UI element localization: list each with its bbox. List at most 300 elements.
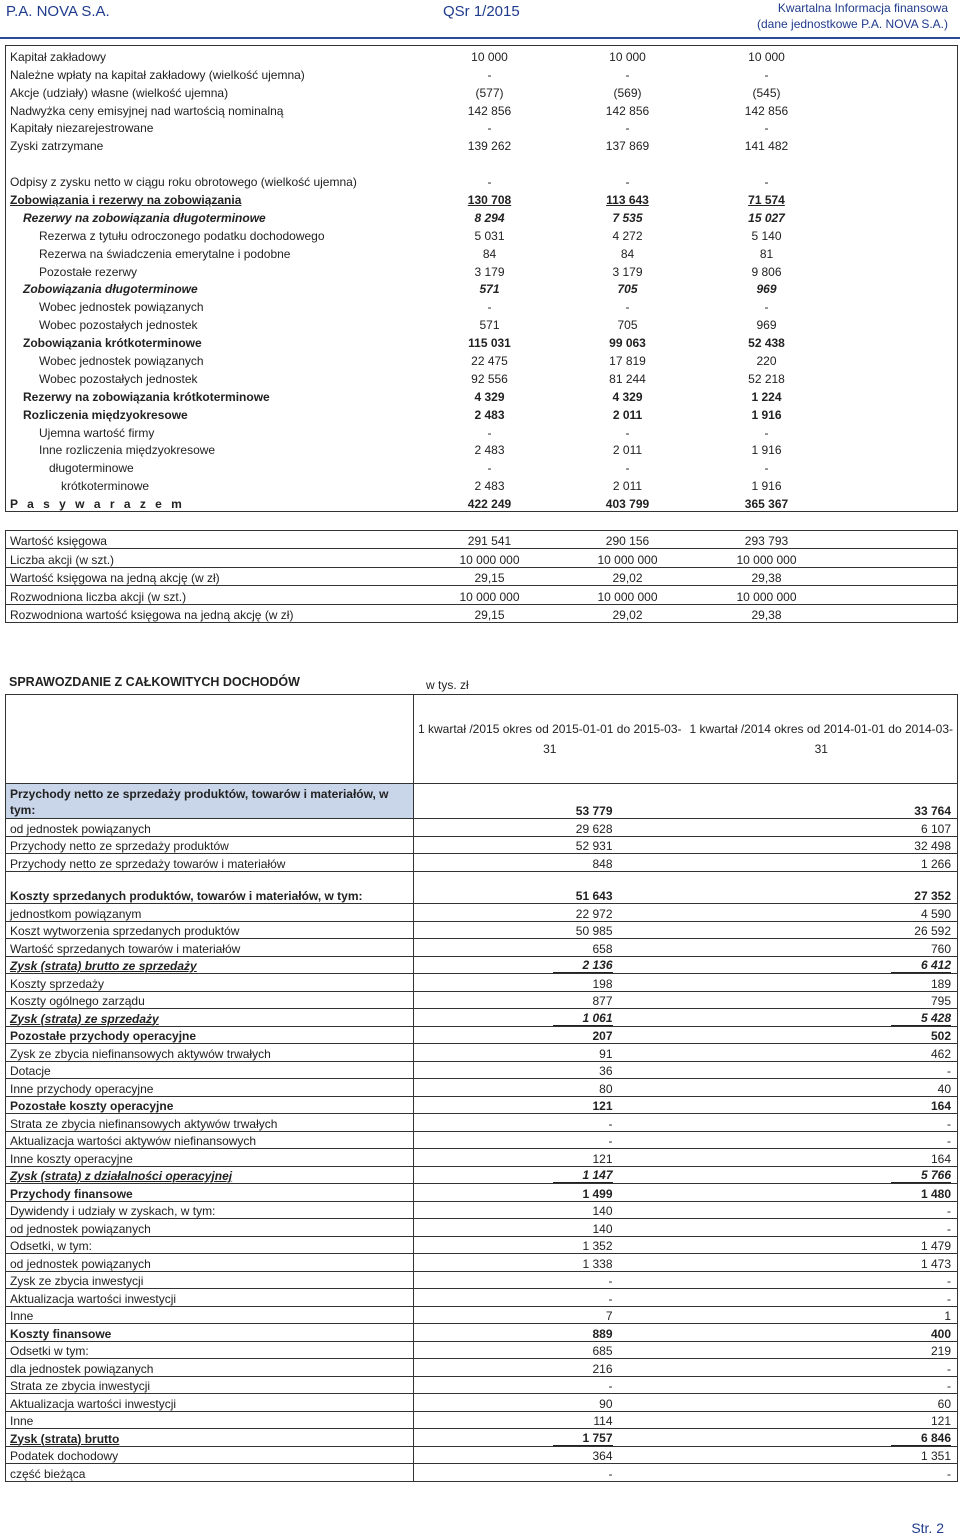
balance-value: 1 916 — [751, 443, 782, 458]
balance-row — [6, 243, 958, 261]
income-row — [6, 1201, 958, 1219]
balance-empty-cell — [837, 368, 958, 386]
value-2014: - — [686, 1219, 958, 1237]
balance-label: długoterminowe — [49, 461, 134, 476]
balance-label: Zobowiązania krótkoterminowe — [23, 336, 202, 351]
balance-value: 4 329 — [474, 389, 505, 404]
value-2015: 848 — [414, 854, 686, 872]
balance-label: Kapitały niezarejestrowane — [10, 121, 154, 136]
balance-row — [6, 422, 958, 440]
income-row — [6, 1079, 958, 1097]
balance-label: Wobec jednostek powiązanych — [39, 300, 204, 315]
balance-label: Ujemna wartość firmy — [39, 425, 155, 440]
balance-value: 142 856 — [467, 103, 512, 118]
balance-empty-cell — [837, 279, 958, 297]
col-2014-header: 1 kwartał /2014 okres od 2014-01-01 do 2014-03-31 — [686, 695, 958, 784]
income-row — [6, 819, 958, 837]
value-2015: - — [414, 1376, 686, 1394]
balance-value: 365 367 — [744, 497, 789, 512]
balance-empty-cell — [837, 118, 958, 136]
balance-value: (545) — [752, 85, 781, 100]
value-2014: 795 — [686, 991, 958, 1009]
balance-value: 137 869 — [605, 139, 650, 154]
income-row — [6, 1131, 958, 1149]
income-row — [6, 1044, 958, 1062]
income-row — [6, 1184, 958, 1202]
balance-row — [6, 493, 958, 511]
income-row — [6, 1324, 958, 1342]
balance-label: Rezerwa na świadczenia emerytalne i podobne — [39, 246, 291, 261]
underlined-value: 1 147 — [553, 1169, 613, 1183]
balance-row — [6, 207, 958, 225]
report-code: QSr 1/2015 — [443, 3, 520, 20]
income-row — [6, 1096, 958, 1114]
balance-row — [6, 171, 958, 189]
header-rule — [0, 37, 960, 39]
book-value-empty-cell — [837, 531, 958, 549]
balance-row — [6, 332, 958, 350]
balance-value: - — [764, 425, 769, 440]
income-row — [6, 1271, 958, 1289]
balance-label: Odpisy z zysku netto w ciągu roku obrotowego (wielkość ujemna) — [10, 175, 357, 190]
income-header-row — [6, 695, 958, 784]
income-row — [6, 1061, 958, 1079]
book-value-label: Rozwodniona liczba akcji (w szt.) — [6, 586, 421, 604]
income-label: Koszty ogólnego zarządu — [6, 991, 414, 1009]
balance-empty-cell — [837, 225, 958, 243]
balance-row — [6, 475, 958, 493]
balance-value: 10 000 — [748, 49, 785, 64]
spacer-cell — [686, 871, 958, 887]
value-2014: 502 — [686, 1026, 958, 1044]
balance-row — [6, 100, 958, 118]
value-2014: - — [686, 1464, 958, 1482]
book-value-row — [6, 531, 958, 549]
value-2015: 877 — [414, 991, 686, 1009]
income-label: Inne — [6, 1411, 414, 1429]
value-2014: 1 266 — [686, 854, 958, 872]
balance-value — [559, 153, 697, 171]
balance-value: - — [625, 67, 630, 82]
book-value-label: Liczba akcji (w szt.) — [6, 549, 421, 567]
book-value-empty-cell — [837, 604, 958, 622]
income-row — [6, 1376, 958, 1394]
value-2015: 29 628 — [414, 819, 686, 837]
balance-value: 142 856 — [605, 103, 650, 118]
balance-value: 4 272 — [612, 228, 643, 243]
income-row — [6, 854, 958, 872]
book-value-empty-cell — [837, 586, 958, 604]
balance-value: - — [487, 425, 492, 440]
income-label: Pozostałe koszty operacyjne — [6, 1096, 414, 1114]
balance-value: 3 179 — [612, 264, 643, 279]
balance-value: - — [625, 425, 630, 440]
value-2014: 1 479 — [686, 1236, 958, 1254]
balance-value: 142 856 — [744, 103, 789, 118]
value-2015: 22 972 — [414, 904, 686, 922]
balance-value: 81 244 — [609, 371, 646, 386]
balance-empty-cell — [837, 171, 958, 189]
balance-empty-cell — [837, 350, 958, 368]
value-2014: 400 — [686, 1324, 958, 1342]
balance-row — [6, 368, 958, 386]
balance-row — [6, 404, 958, 422]
book-value-value: 29,15 — [421, 604, 559, 622]
value-2014: 760 — [686, 939, 958, 957]
balance-row — [6, 46, 958, 64]
value-2014: 164 — [686, 1096, 958, 1114]
income-statement-title: SPRAWOZDANIE Z CAŁKOWITYCH DOCHODÓW — [9, 675, 300, 689]
balance-value: 99 063 — [609, 336, 646, 351]
balance-value: - — [764, 175, 769, 190]
page-header — [0, 0, 960, 40]
balance-value: 3 179 — [474, 264, 505, 279]
income-row — [6, 1359, 958, 1377]
income-label: Aktualizacja wartości inwestycji — [6, 1289, 414, 1307]
balance-value: - — [764, 300, 769, 315]
balance-label: Akcje (udziały) własne (wielkość ujemna) — [10, 85, 229, 100]
balance-row — [6, 279, 958, 297]
balance-value: 15 027 — [748, 210, 785, 225]
balance-value: 5 140 — [751, 228, 782, 243]
value-2014 — [686, 1429, 958, 1447]
balance-value: - — [764, 121, 769, 136]
balance-value: 8 294 — [474, 210, 505, 225]
value-2014: - — [686, 1131, 958, 1149]
value-2015: 364 — [414, 1446, 686, 1464]
income-label: Koszty finansowe — [6, 1324, 414, 1342]
balance-value: 130 708 — [467, 193, 512, 208]
balance-empty-cell — [837, 493, 958, 511]
value-2015: - — [414, 1131, 686, 1149]
income-label: Przychody finansowe — [6, 1184, 414, 1202]
value-2015 — [414, 1009, 686, 1027]
value-2015: 121 — [414, 1096, 686, 1114]
value-2015: 90 — [414, 1394, 686, 1412]
income-row — [6, 921, 958, 939]
income-label: Odsetki, w tym: — [6, 1236, 414, 1254]
header-blank — [6, 695, 414, 784]
value-2014: 33 764 — [686, 784, 958, 819]
book-value-value: 10 000 000 — [559, 549, 697, 567]
balance-label: Wobec pozostałych jednostek — [39, 371, 198, 386]
book-value-value: 29,02 — [559, 604, 697, 622]
income-label: Aktualizacja wartości inwestycji — [6, 1394, 414, 1412]
company-name: P.A. NOVA S.A. — [6, 3, 110, 20]
balance-value: - — [625, 121, 630, 136]
income-row — [6, 1166, 958, 1184]
book-value-value: 290 156 — [559, 531, 697, 549]
balance-value: 5 031 — [474, 228, 505, 243]
balance-row — [6, 153, 958, 171]
book-value-value: 10 000 000 — [697, 586, 837, 604]
value-2014: 1 480 — [686, 1184, 958, 1202]
income-row — [6, 1429, 958, 1447]
balance-value: 571 — [479, 318, 500, 333]
balance-empty-cell — [837, 422, 958, 440]
balance-empty-cell — [837, 189, 958, 207]
balance-value: 2 011 — [612, 407, 643, 422]
balance-value: 2 011 — [612, 443, 643, 458]
income-row — [6, 1254, 958, 1272]
balance-sheet-table — [5, 45, 958, 512]
balance-value: 17 819 — [609, 354, 646, 369]
value-2014: 32 498 — [686, 836, 958, 854]
value-2014: - — [686, 1201, 958, 1219]
income-row — [6, 784, 958, 819]
book-value-label: Rozwodniona wartość księgowa na jedną akcję (w zł) — [6, 604, 421, 622]
book-value-row — [6, 604, 958, 622]
value-2014: 189 — [686, 974, 958, 992]
balance-value: 84 — [482, 246, 497, 261]
balance-value: 1 224 — [751, 389, 782, 404]
balance-value: 52 218 — [748, 371, 785, 386]
book-value-empty-cell — [837, 567, 958, 585]
balance-label: Pozostałe rezerwy — [39, 264, 138, 279]
unit-label: w tys. zł — [426, 678, 469, 692]
value-2015: 80 — [414, 1079, 686, 1097]
value-2014: - — [686, 1289, 958, 1307]
balance-value: - — [764, 67, 769, 82]
income-label: Zysk (strata) brutto — [6, 1429, 414, 1447]
balance-empty-cell — [837, 440, 958, 458]
underlined-value: 6 412 — [891, 959, 951, 973]
value-2014: - — [686, 1271, 958, 1289]
income-row — [6, 1219, 958, 1237]
balance-row — [6, 350, 958, 368]
income-row — [6, 1306, 958, 1324]
income-row — [6, 1149, 958, 1167]
income-label: Aktualizacja wartości aktywów niefinansowych — [6, 1131, 414, 1149]
book-value-value: 29,02 — [559, 567, 697, 585]
income-label: Pozostałe przychody operacyjne — [6, 1026, 414, 1044]
income-label: Zysk ze zbycia niefinansowych aktywów trwałych — [6, 1044, 414, 1062]
value-2015: 91 — [414, 1044, 686, 1062]
value-2015: 50 985 — [414, 921, 686, 939]
income-label: Dotacje — [6, 1061, 414, 1079]
income-label: od jednostek powiązanych — [6, 1219, 414, 1237]
balance-empty-cell — [837, 404, 958, 422]
income-statement-table — [5, 694, 958, 1482]
value-2014: 60 — [686, 1394, 958, 1412]
value-2015 — [414, 1166, 686, 1184]
page-number: Str. 2 — [911, 1520, 944, 1536]
report-title: Kwartalna Informacja finansowa — [777, 1, 948, 15]
book-value-value: 10 000 000 — [697, 549, 837, 567]
income-label: Przychody netto ze sprzedaży towarów i materiałów — [6, 854, 414, 872]
book-value-row — [6, 549, 958, 567]
income-label: Wartość sprzedanych towarów i materiałów — [6, 939, 414, 957]
balance-value: 705 — [617, 282, 638, 297]
balance-label: P a s y w a r a z e m — [10, 497, 185, 512]
balance-label: Nadwyżka ceny emisyjnej nad wartością nominalną — [10, 103, 284, 118]
income-label: Inne przychody operacyjne — [6, 1079, 414, 1097]
income-row — [6, 1341, 958, 1359]
balance-value: 1 916 — [751, 407, 782, 422]
balance-label: Należne wpłaty na kapitał zakładowy (wielkość ujemna) — [10, 67, 305, 82]
balance-label: Rezerwy na zobowiązania krótkoterminowe — [23, 389, 270, 404]
value-2015: 207 — [414, 1026, 686, 1044]
value-2015: - — [414, 1271, 686, 1289]
balance-empty-cell — [837, 475, 958, 493]
balance-value: 22 475 — [471, 354, 508, 369]
income-label: Strata ze zbycia inwestycji — [6, 1376, 414, 1394]
balance-label: Zyski zatrzymane — [10, 139, 104, 154]
value-2015: 685 — [414, 1341, 686, 1359]
value-2015: - — [414, 1114, 686, 1132]
balance-empty-cell — [837, 386, 958, 404]
income-row — [6, 904, 958, 922]
income-label: od jednostek powiązanych — [6, 1254, 414, 1272]
value-2014: 27 352 — [686, 887, 958, 904]
balance-value: 71 574 — [748, 193, 785, 208]
value-2015: 7 — [414, 1306, 686, 1324]
income-label: Koszty sprzedaży — [6, 974, 414, 992]
book-value-row — [6, 567, 958, 585]
balance-row — [6, 82, 958, 100]
balance-value: 81 — [759, 246, 774, 261]
balance-empty-cell — [837, 314, 958, 332]
value-2015: 198 — [414, 974, 686, 992]
income-row — [6, 1009, 958, 1027]
income-label: Przychody netto ze sprzedaży produktów — [6, 836, 414, 854]
balance-empty-cell — [837, 46, 958, 64]
income-row — [6, 974, 958, 992]
balance-label: Wobec jednostek powiązanych — [39, 354, 204, 369]
income-label: Przychody netto ze sprzedaży produktów, towarów i materiałów, w tym: — [6, 784, 414, 819]
balance-value: 2 483 — [474, 407, 505, 422]
income-row — [6, 836, 958, 854]
value-2014: - — [686, 1061, 958, 1079]
balance-value — [421, 153, 559, 171]
income-row — [6, 887, 958, 904]
value-2015: 140 — [414, 1201, 686, 1219]
spacer-cell — [414, 871, 686, 887]
value-2015: 140 — [414, 1219, 686, 1237]
balance-row — [6, 457, 958, 475]
balance-label: krótkoterminowe — [61, 479, 150, 494]
income-label: Koszty sprzedanych produktów, towarów i materiałów, w tym: — [6, 887, 414, 904]
balance-value: 969 — [756, 282, 777, 297]
income-row — [6, 1289, 958, 1307]
underlined-value: 1 061 — [553, 1012, 613, 1026]
balance-value: 403 799 — [605, 497, 650, 512]
book-value-label: Wartość księgowa na jedną akcję (w zł) — [6, 567, 421, 585]
income-row — [6, 991, 958, 1009]
balance-row — [6, 64, 958, 82]
income-row — [6, 1114, 958, 1132]
income-row — [6, 1026, 958, 1044]
value-2015: 53 779 — [414, 784, 686, 819]
income-label: Odsetki w tym: — [6, 1341, 414, 1359]
balance-value: 1 916 — [751, 479, 782, 494]
book-value-value: 10 000 000 — [421, 586, 559, 604]
balance-empty-cell — [837, 82, 958, 100]
value-2014: 6 107 — [686, 819, 958, 837]
balance-empty-cell — [837, 457, 958, 475]
underlined-value: 1 757 — [553, 1432, 613, 1446]
value-2015: - — [414, 1464, 686, 1482]
balance-value: 571 — [479, 282, 500, 297]
value-2014 — [686, 1009, 958, 1027]
value-2014: 26 592 — [686, 921, 958, 939]
balance-value: 84 — [620, 246, 635, 261]
balance-value: 7 535 — [612, 210, 643, 225]
value-2014: 1 351 — [686, 1446, 958, 1464]
balance-row — [6, 118, 958, 136]
balance-label — [6, 153, 421, 171]
balance-value: 92 556 — [471, 371, 508, 386]
book-value-value: 293 793 — [697, 531, 837, 549]
book-value-value: 10 000 000 — [421, 549, 559, 567]
income-label: dla jednostek powiązanych — [6, 1359, 414, 1377]
spacer-row — [6, 871, 958, 887]
book-value-value: 10 000 000 — [559, 586, 697, 604]
value-2015: 1 499 — [414, 1184, 686, 1202]
balance-value: 9 806 — [751, 264, 782, 279]
book-value-row — [6, 586, 958, 604]
balance-label: Wobec pozostałych jednostek — [39, 318, 198, 333]
balance-value: - — [625, 461, 630, 476]
value-2014 — [686, 956, 958, 974]
value-2014: 1 473 — [686, 1254, 958, 1272]
income-label: Koszt wytworzenia sprzedanych produktów — [6, 921, 414, 939]
balance-value: (569) — [613, 85, 642, 100]
income-label: Podatek dochodowy — [6, 1446, 414, 1464]
balance-label: Zobowiązania i rezerwy na zobowiązania — [10, 193, 242, 208]
balance-empty-cell — [837, 153, 958, 171]
balance-value: 10 000 — [471, 49, 508, 64]
value-2014: 219 — [686, 1341, 958, 1359]
value-2015: 52 931 — [414, 836, 686, 854]
balance-value: 220 — [756, 354, 777, 369]
balance-empty-cell — [837, 100, 958, 118]
underlined-value: 2 136 — [553, 959, 613, 973]
income-row — [6, 1236, 958, 1254]
income-row — [6, 956, 958, 974]
balance-label: Inne rozliczenia międzyokresowe — [39, 443, 216, 458]
value-2015 — [414, 956, 686, 974]
income-label: Strata ze zbycia niefinansowych aktywów trwałych — [6, 1114, 414, 1132]
value-2014: - — [686, 1114, 958, 1132]
balance-value: 10 000 — [609, 49, 646, 64]
col-2015-header: 1 kwartał /2015 okres od 2015-01-01 do 2015-03-31 — [414, 695, 686, 784]
value-2015: 51 643 — [414, 887, 686, 904]
income-label: Zysk (strata) z działalności operacyjnej — [6, 1166, 414, 1184]
income-label: jednostkom powiązanym — [6, 904, 414, 922]
value-2015: 1 338 — [414, 1254, 686, 1272]
balance-row — [6, 386, 958, 404]
value-2015: 216 — [414, 1359, 686, 1377]
income-label: Dywidendy i udziały w zyskach, w tym: — [6, 1201, 414, 1219]
income-label: Zysk (strata) brutto ze sprzedaży — [6, 956, 414, 974]
balance-value: - — [764, 461, 769, 476]
value-2015: 889 — [414, 1324, 686, 1342]
value-2014: 4 590 — [686, 904, 958, 922]
balance-value: - — [625, 300, 630, 315]
balance-value: 2 483 — [474, 443, 505, 458]
balance-value: - — [487, 121, 492, 136]
balance-value: - — [625, 175, 630, 190]
income-row — [6, 1411, 958, 1429]
balance-empty-cell — [837, 135, 958, 153]
balance-value: (577) — [475, 85, 504, 100]
book-value-value: 291 541 — [421, 531, 559, 549]
balance-row — [6, 135, 958, 153]
value-2015: 658 — [414, 939, 686, 957]
balance-value: 969 — [756, 318, 777, 333]
balance-empty-cell — [837, 243, 958, 261]
